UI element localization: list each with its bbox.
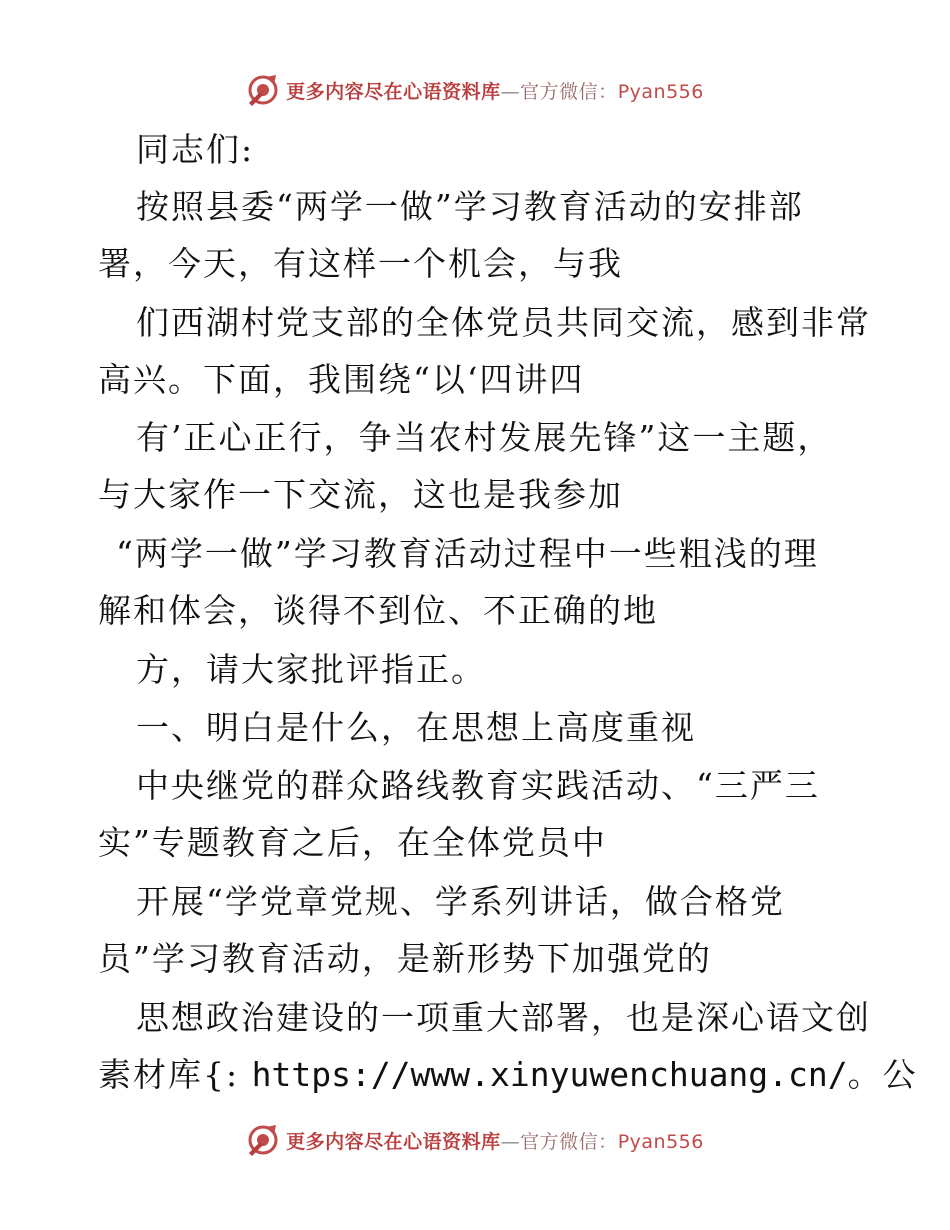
banner-text	[286, 1127, 704, 1154]
banner-separator: —	[500, 80, 521, 103]
text-line-with-url	[98, 1055, 918, 1095]
source-url-link[interactable]: https://www.xinyuwenchuang.cn/	[251, 1055, 848, 1094]
pen-logo-icon	[246, 1123, 280, 1157]
banner-brand: 更多内容尽在心语资料库	[286, 80, 501, 103]
header-watermark-banner	[0, 68, 950, 112]
text-line: 解和体会，谈得不到位、不正确的地	[98, 591, 658, 630]
text-line: 实”专题教育之后，在全体党员中	[98, 823, 607, 862]
pen-logo-icon	[246, 73, 280, 107]
text-line: 开展“学党章党规、学系列讲话，做合格党	[136, 882, 785, 921]
banner-account: Pyan556	[617, 1130, 704, 1153]
text-line: “两学一做”学习教育活动过程中一些粗浅的理	[116, 534, 819, 573]
text-line: 高兴。下面，我围绕“以‘四讲四	[98, 360, 585, 399]
banner-separator: —	[500, 1130, 521, 1153]
text-line: 有’正心正行，争当农村发展先锋”这一主题，	[136, 418, 833, 457]
banner-wechat-label: 官方微信：	[520, 80, 618, 103]
text-line: 同志们:	[136, 130, 255, 169]
text-line: 员”学习教育活动，是新形势下加强党的	[98, 939, 712, 978]
banner-brand: 更多内容尽在心语资料库	[286, 1130, 501, 1153]
last-line-suffix: 。公	[847, 1055, 918, 1094]
text-line: 署，今天，有这样一个机会，与我	[98, 244, 623, 283]
text-line: 与大家作一下交流，这也是我参加	[98, 475, 623, 514]
text-line: 思想政治建设的一项重大部署，也是深心语文创	[136, 998, 871, 1037]
footer-watermark-banner	[0, 1118, 950, 1162]
banner-wechat-label: 官方微信：	[520, 1130, 618, 1153]
text-line: 按照县委“两学一做”学习教育活动的安排部	[136, 187, 804, 226]
banner-text	[286, 77, 704, 104]
banner-account: Pyan556	[617, 80, 704, 103]
text-line: 们西湖村党支部的全体党员共同交流，感到非常	[136, 303, 871, 342]
text-line: 方，请大家批评指正。	[136, 650, 486, 689]
last-line-prefix: 素材库{:	[98, 1055, 252, 1094]
text-line: 中央继党的群众路线教育实践活动、“三严三	[136, 766, 820, 805]
section-heading: 一、明白是什么，在思想上高度重视	[136, 708, 696, 747]
